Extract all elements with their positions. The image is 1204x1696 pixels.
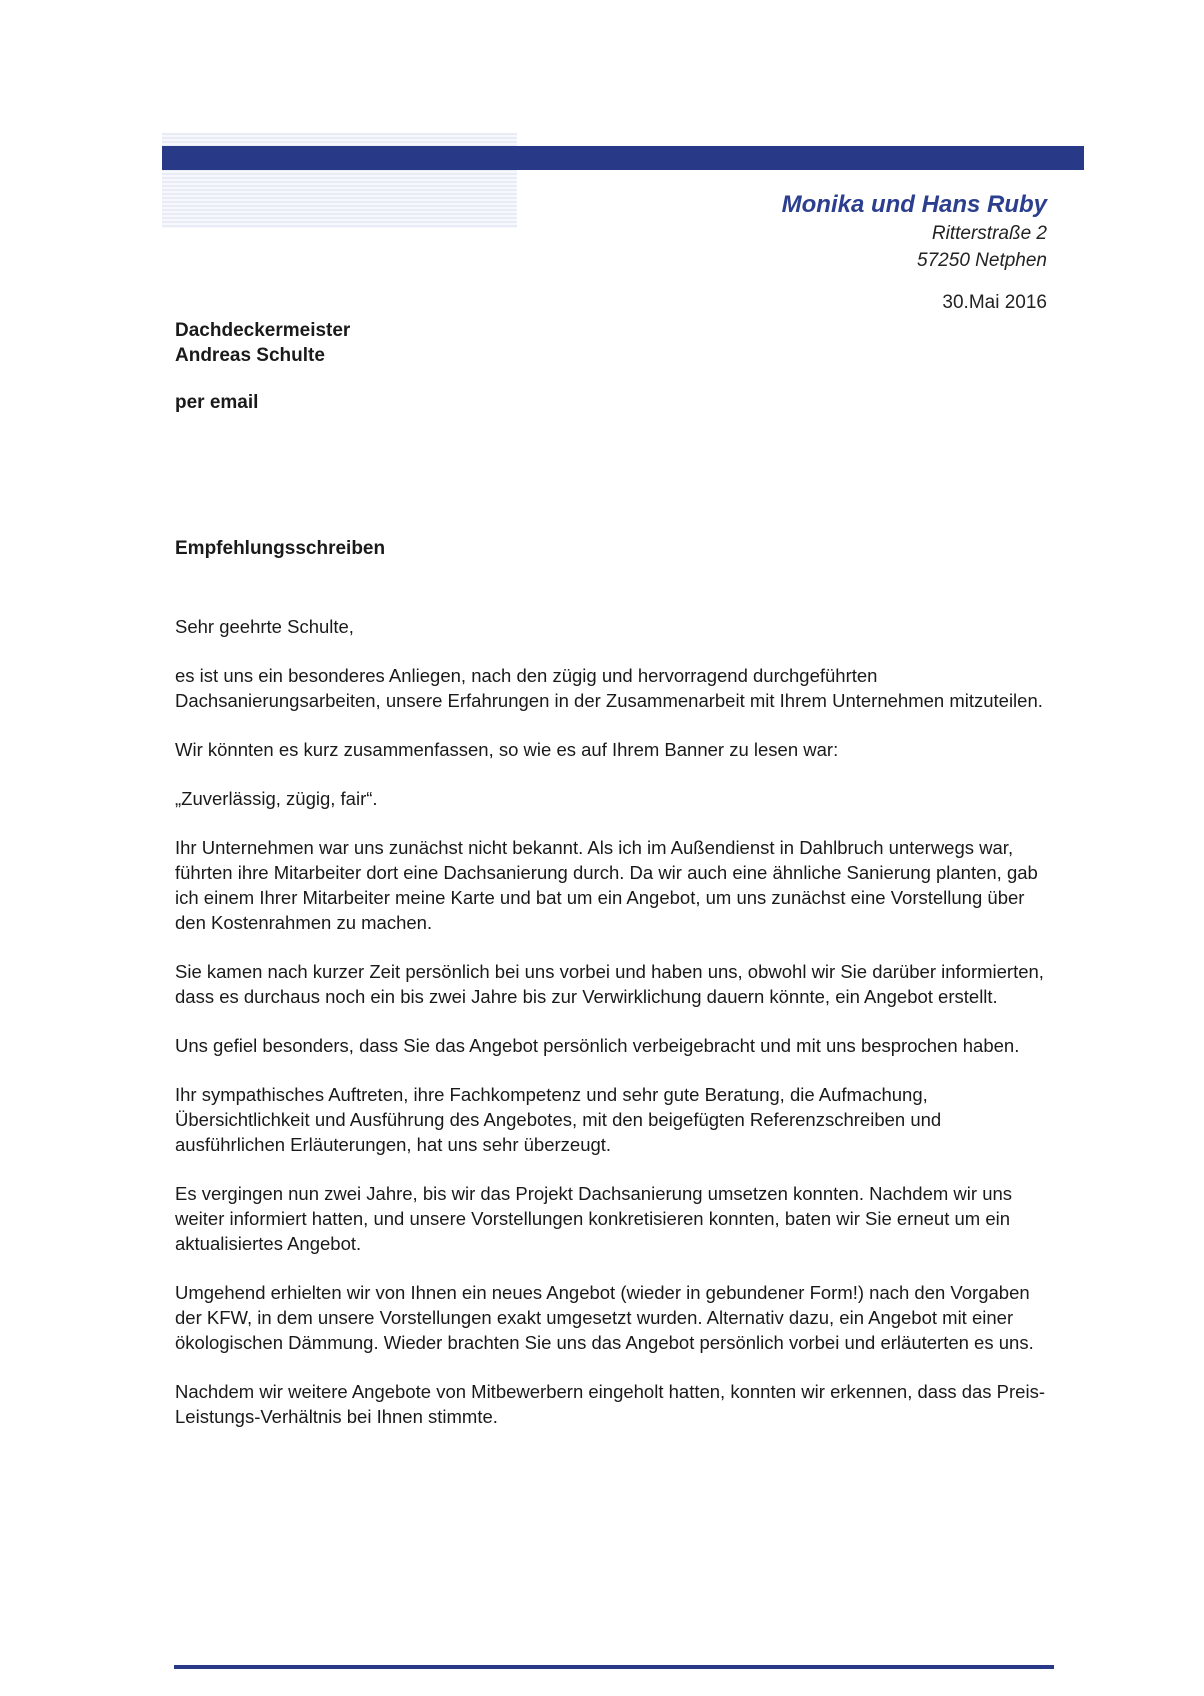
body-paragraph: Uns gefiel besonders, dass Sie das Angebot persönlich verbeigebracht und mit uns besprochen haben. bbox=[175, 1035, 1020, 1056]
body-paragraph: es ist uns ein besonderes Anliegen, nach den zügig und hervorragend durchgeführten Dachsanierungsarbeiten, unsere Erfahrungen in der Zusammenarbeit mit Ihrem Unternehmen mitzuteilen. bbox=[175, 665, 1043, 711]
letter-date: 30.Mai 2016 bbox=[942, 292, 1047, 313]
recipient-name: Andreas Schulte bbox=[175, 345, 325, 366]
body-paragraph: Wir könnten es kurz zusammenfassen, so wie es auf Ihrem Banner zu lesen war: bbox=[175, 739, 839, 760]
sender-name: Monika und Hans Ruby bbox=[781, 191, 1047, 218]
header-bar bbox=[162, 146, 1084, 170]
body-paragraph: Ihr sympathisches Auftreten, ihre Fachkompetenz und sehr gute Beratung, die Aufmachung, Übersichtlichkeit und Ausführung des Angebotes, mit den beigefügten Referenzschreiben und ausführlichen Erläuterungen, hat uns sehr überzeugt. bbox=[175, 1084, 942, 1155]
body-paragraph: Sie kamen nach kurzer Zeit persönlich bei uns vorbei und haben uns, obwohl wir Sie darüber informierten, dass es durchaus noch ein bis zwei Jahre bis zur Verwirklichung dauern könnte, ein Angebot erstellt. bbox=[175, 961, 1044, 1007]
letter-body bbox=[175, 614, 1055, 1453]
body-paragraph: Ihr Unternehmen war uns zunächst nicht bekannt. Als ich im Außendienst in Dahlbruch unterwegs war, führten ihre Mitarbeiter dort eine Dachsanierung durch. Da wir auch eine ähnliche Sanierung planten, gab ich einem Ihrer Mitarbeiter meine Karte und bat um ein Angebot, um uns zunächst eine Vorstellung über den Kostenrahmen zu machen. bbox=[175, 837, 1038, 933]
salutation: Sehr geehrte Schulte, bbox=[175, 616, 354, 637]
recipient-block bbox=[175, 318, 350, 368]
sender-city: 57250 Netphen bbox=[917, 250, 1047, 271]
body-paragraph: „Zuverlässig, zügig, fair“. bbox=[175, 788, 378, 809]
letter-subject: Empfehlungsschreiben bbox=[175, 538, 386, 559]
recipient-title: Dachdeckermeister bbox=[175, 320, 351, 341]
body-paragraph: Umgehend erhielten wir von Ihnen ein neues Angebot (wieder in gebundener Form!) nach den Vorgaben der KFW, in dem unsere Vorstellungen exakt umgesetzt wurden. Alternativ dazu, ein Angebot mit einer ökologischen Dämmung. Wieder brachten Sie uns das Angebot persönlich vorbei und erläuterten es uns. bbox=[175, 1282, 1034, 1353]
sender-street: Ritterstraße 2 bbox=[931, 223, 1047, 244]
body-paragraph: Es vergingen nun zwei Jahre, bis wir das Projekt Dachsanierung umsetzen konnten. Nachdem wir uns weiter informiert hatten, und unsere Vorstellungen konkretisieren konnten, baten wir Sie erneut um ein aktualisiertes Angebot. bbox=[175, 1183, 1013, 1254]
sender-block bbox=[782, 190, 1047, 274]
delivery-method: per email bbox=[175, 392, 259, 413]
footer-rule bbox=[174, 1665, 1054, 1669]
body-paragraph: Nachdem wir weitere Angebote von Mitbewerbern eingeholt hatten, konnten wir erkennen, dass das Preis-Leistungs-Verhältnis bei Ihnen stimmte. bbox=[175, 1381, 1045, 1427]
